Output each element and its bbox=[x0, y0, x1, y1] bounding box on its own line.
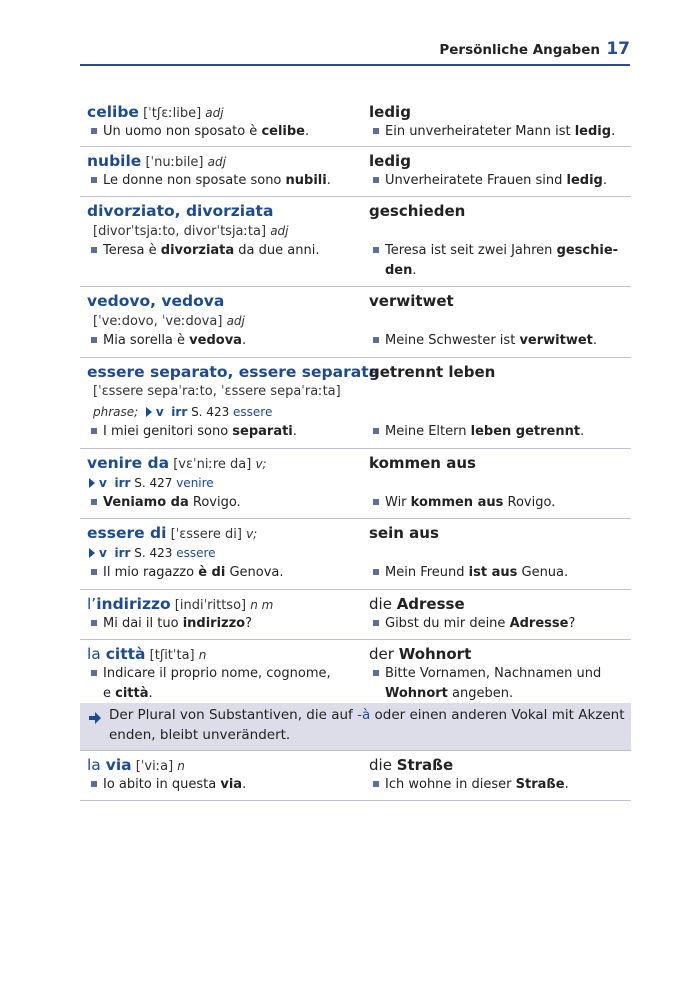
crossref-link[interactable]: venire bbox=[176, 476, 214, 490]
headword: nubile bbox=[87, 152, 142, 170]
part-of-speech: v; bbox=[246, 527, 258, 541]
example-german: Unverheiratete Frauen sind ledig. bbox=[369, 171, 607, 191]
pronunciation: [ˈɛssere di] bbox=[170, 527, 242, 542]
part-of-speech: n m bbox=[250, 598, 274, 612]
bullet-icon bbox=[91, 781, 97, 787]
page-header bbox=[80, 38, 630, 66]
pronunciation: [vɛˈniːre da] bbox=[173, 457, 252, 472]
example-italian: Mia sorella è vedova. bbox=[87, 331, 246, 351]
grammar-reference: v irr S. 427 venire bbox=[89, 473, 214, 493]
translation: ledig bbox=[369, 152, 411, 170]
entry-via bbox=[80, 751, 631, 801]
arrow-right-icon bbox=[88, 711, 102, 725]
example-italian: Teresa è divorziata da due anni. bbox=[87, 241, 319, 261]
bullet-icon bbox=[373, 569, 379, 575]
part-of-speech: n bbox=[198, 648, 207, 662]
bullet-icon bbox=[91, 620, 97, 626]
bullet-icon bbox=[373, 247, 379, 253]
headword: venire da bbox=[87, 454, 170, 472]
bullet-icon bbox=[373, 620, 379, 626]
note-line-2: enden, bleibt unverändert. bbox=[109, 727, 291, 743]
example-german: Teresa ist seit zwei Jahren geschie- bbox=[369, 241, 618, 261]
grammar-reference: phrase; v irr S. 423 essere bbox=[93, 405, 273, 419]
bullet-icon bbox=[91, 428, 97, 434]
bullet-icon bbox=[373, 428, 379, 434]
example-german: Mein Freund ist aus Genua. bbox=[369, 563, 568, 583]
headword: essere separato, essere separata bbox=[87, 363, 380, 381]
translation: Wohnort bbox=[398, 645, 472, 663]
translation: kommen aus bbox=[369, 454, 476, 472]
article: l’ bbox=[87, 595, 97, 613]
example-german: Ein unverheirateter Mann ist ledig. bbox=[369, 122, 615, 142]
headword: via bbox=[105, 756, 132, 774]
example-italian: Le donne non sposate sono nubili. bbox=[87, 171, 331, 191]
article: la bbox=[87, 756, 106, 774]
translation: getrennt leben bbox=[369, 363, 496, 381]
example-german: Meine Schwester ist verwitwet. bbox=[369, 331, 597, 351]
translation: sein aus bbox=[369, 524, 439, 542]
entry-indirizzo bbox=[80, 590, 631, 640]
example-german-cont: Wohnort angeben. bbox=[385, 686, 514, 701]
entry-citta bbox=[80, 640, 631, 709]
example-italian: Indicare il proprio nome, cognome, bbox=[87, 664, 331, 684]
headword: città bbox=[105, 645, 146, 663]
example-italian: Il mio ragazzo è di Genova. bbox=[87, 563, 284, 583]
bullet-icon bbox=[373, 177, 379, 183]
pronunciation: [divorˈtsjaːto, divorˈtsjaːta] bbox=[93, 224, 267, 239]
headword: vedovo, vedova bbox=[87, 292, 225, 310]
translation: verwitwet bbox=[369, 292, 454, 310]
example-italian: Mi dai il tuo indirizzo? bbox=[87, 614, 252, 634]
bullet-icon bbox=[373, 781, 379, 787]
example-german: Ich wohne in dieser Straße. bbox=[369, 775, 569, 795]
part-of-speech: adj bbox=[226, 314, 245, 328]
article: die bbox=[369, 756, 397, 774]
part-of-speech: n bbox=[177, 759, 185, 773]
entry-essere-di bbox=[80, 519, 631, 590]
pronunciation: [ˈtʃɛːlibe] bbox=[143, 106, 202, 121]
arrow-right-icon bbox=[89, 548, 95, 558]
part-of-speech: adj bbox=[207, 155, 226, 169]
part-of-speech: v; bbox=[255, 457, 267, 471]
entry-essere-separato bbox=[80, 358, 631, 449]
bullet-icon bbox=[373, 670, 379, 676]
vocabulary-list bbox=[80, 98, 631, 709]
pronunciation: [tʃitˈta] bbox=[149, 648, 195, 663]
example-german: Wir kommen aus Rovigo. bbox=[369, 493, 555, 513]
example-german: Gibst du mir deine Adresse? bbox=[369, 614, 575, 634]
grammar-note bbox=[80, 703, 631, 751]
translation: ledig bbox=[369, 103, 411, 121]
bullet-icon bbox=[91, 128, 97, 134]
translation: Adresse bbox=[396, 595, 465, 613]
entry-venire-da bbox=[80, 449, 631, 519]
note-line-1: Der Plural von Substantiven, die auf -à oder einen anderen Vokal mit Akzent bbox=[109, 707, 625, 723]
entry-vedovo bbox=[80, 287, 631, 358]
bullet-icon bbox=[91, 569, 97, 575]
bullet-icon bbox=[91, 670, 97, 676]
part-of-speech: adj bbox=[205, 106, 224, 120]
pronunciation: [indiˈrittso] bbox=[174, 598, 247, 613]
arrow-right-icon bbox=[89, 478, 95, 488]
bullet-icon bbox=[91, 177, 97, 183]
example-german: Meine Eltern leben getrennt. bbox=[369, 422, 584, 442]
pronunciation: [ˈnuːbile] bbox=[145, 155, 204, 170]
bullet-icon bbox=[373, 337, 379, 343]
pronunciation: [ˈviːa] bbox=[135, 759, 174, 774]
bullet-icon bbox=[91, 337, 97, 343]
section-title: Persönliche Angaben bbox=[439, 42, 600, 58]
article: la bbox=[87, 645, 106, 663]
headword: divorziato, divorziata bbox=[87, 202, 274, 220]
crossref-link[interactable]: essere bbox=[176, 546, 216, 560]
bullet-icon bbox=[373, 128, 379, 134]
example-italian: I miei genitori sono separati. bbox=[87, 422, 297, 442]
page-number: 17 bbox=[606, 39, 630, 59]
example-italian-cont: e città. bbox=[103, 686, 153, 701]
example-german-cont: den. bbox=[385, 263, 417, 278]
example-german: Bitte Vornamen, Nachnamen und bbox=[369, 664, 601, 684]
part-of-speech: adj bbox=[270, 224, 289, 238]
entry-celibe bbox=[80, 98, 631, 147]
article: der bbox=[369, 645, 399, 663]
bullet-icon bbox=[91, 499, 97, 505]
pronunciation: [ˈɛssere sepaˈraːto, ˈɛssere sepaˈraːta] bbox=[93, 384, 341, 399]
crossref-link[interactable]: essere bbox=[233, 405, 273, 419]
translation: geschieden bbox=[369, 202, 466, 220]
translation: Straße bbox=[396, 756, 454, 774]
article: die bbox=[369, 595, 397, 613]
grammar-reference: v irr S. 423 essere bbox=[89, 543, 216, 563]
example-italian: Veniamo da Rovigo. bbox=[87, 493, 241, 513]
headword: indirizzo bbox=[96, 595, 171, 613]
example-italian: Un uomo non sposato è celibe. bbox=[87, 122, 309, 142]
headword: celibe bbox=[87, 103, 139, 121]
entry-divorziato bbox=[80, 197, 631, 287]
bullet-icon bbox=[91, 247, 97, 253]
headword: essere di bbox=[87, 524, 167, 542]
bullet-icon bbox=[373, 499, 379, 505]
arrow-right-icon bbox=[146, 407, 152, 417]
pronunciation: [ˈveːdovo, ˈveːdova] bbox=[93, 314, 223, 329]
example-italian: Io abito in questa via. bbox=[87, 775, 246, 795]
entry-nubile bbox=[80, 147, 631, 197]
